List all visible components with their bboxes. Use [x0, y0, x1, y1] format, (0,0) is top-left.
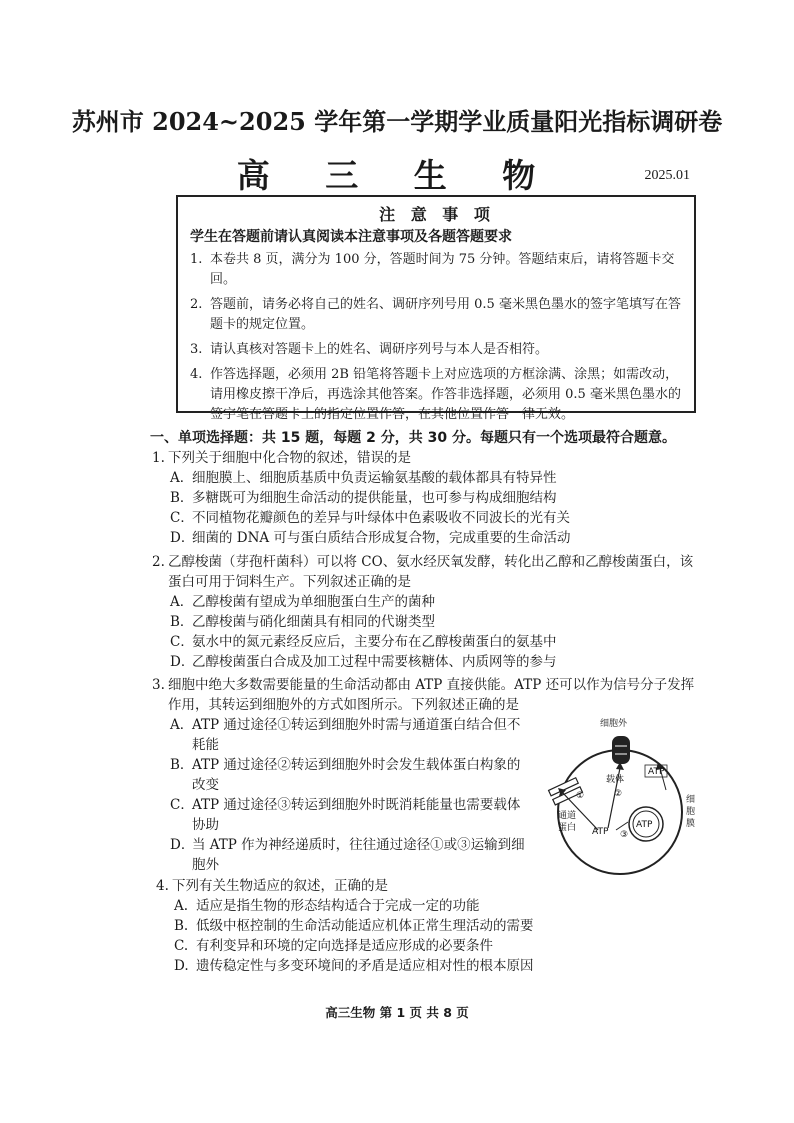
- notice-item-number: 2.: [190, 297, 203, 312]
- svg-text:膜: 膜: [686, 819, 696, 829]
- option-c: C. 有利变异和环境的定向选择是适应形成的必要条件: [174, 938, 493, 954]
- question-text: 下列关于细胞中化合物的叙述，错误的是: [168, 450, 411, 466]
- option-a: A. 适应是指生物的形态结构适合于完成一定的功能: [174, 898, 480, 914]
- option-a: A． 乙醇梭菌有望成为单细胞蛋白生产的菌种: [170, 594, 435, 610]
- membrane-label: 细: [686, 795, 696, 805]
- notice-item: [190, 250, 684, 290]
- notice-item-number: 3.: [190, 342, 203, 357]
- notice-item: [190, 365, 684, 425]
- path-1-marker: ①: [576, 791, 585, 801]
- question-text: 下列有关生物适应的叙述，正确的是: [172, 878, 388, 894]
- option-a: A． ATP 通过途径①转运到细胞外时需与通道蛋白结合但不耗能: [170, 717, 521, 753]
- atp-label-outside: ATP: [648, 767, 665, 777]
- question-number: 4.: [156, 878, 169, 894]
- question-number: 1.: [152, 450, 165, 466]
- notice-item-text: 本卷共 8 页，满分为 100 分，答题时间为 75 分钟。答题结束后，请将答题卡交回。: [210, 252, 675, 287]
- atp-transport-diagram: [528, 710, 708, 880]
- option-d: D． 细菌的 DNA 可与蛋白质结合形成复合物，完成重要的生命活动: [170, 530, 571, 546]
- question-number: 3.: [152, 677, 165, 693]
- option-d: D. 遗传稳定性与多变环境间的矛盾是适应相对性的根本原因: [174, 958, 534, 974]
- notice-item: [190, 295, 684, 335]
- option-d: D． 乙醇梭菌蛋白合成及加工过程中需要核糖体、内质网等的参与: [170, 654, 557, 670]
- option-b: B． ATP 通过途径②转运到细胞外时会发生载体蛋白构象的改变: [170, 757, 521, 793]
- option-d: D． 当 ATP 作为神经递质时，往往通过途径①或③运输到细胞外: [170, 837, 525, 873]
- atp-label-vesicle: ATP: [636, 820, 653, 830]
- svg-text:蛋白: 蛋白: [558, 823, 577, 833]
- option-c: C． ATP 通过途径③转运到细胞外时既消耗能量也需要载体协助: [170, 797, 521, 833]
- carrier-label: 载体: [606, 775, 625, 785]
- question-stem: [152, 448, 712, 468]
- atp-label-inside: ATP: [592, 827, 609, 837]
- exam-title: 苏州市 2024~2025 学年第一学期学业质量阳光指标调研卷: [71, 107, 723, 136]
- path-2-marker: ②: [614, 789, 623, 799]
- exam-date: 2025.01: [644, 168, 690, 183]
- svg-text:胞: 胞: [686, 807, 696, 817]
- outside-label: 细胞外: [600, 719, 628, 729]
- section-heading: 一、单项选择题：共 15 题，每题 2 分，共 30 分。每题只有一个选项最符合题意。: [150, 430, 676, 446]
- notice-item-text: 请认真核对答题卡上的姓名、调研序列号与本人是否相符。: [210, 342, 549, 357]
- notice-item-number: 4.: [190, 367, 203, 382]
- option-c: C． 不同植物花瓣颜色的差异与叶绿体中色素吸收不同波长的光有关: [170, 510, 570, 526]
- carrier-protein-shape: [612, 736, 630, 764]
- path-3-marker: ③: [620, 830, 629, 840]
- notice-item: [190, 340, 684, 360]
- question-4: [156, 876, 704, 976]
- notice-intro: 学生在答题前请认真阅读本注意事项及各题答题要求: [190, 229, 512, 245]
- page-footer: 高三生物 第 1 页 共 8 页: [325, 1005, 469, 1020]
- option-a: A． 细胞膜上、细胞质基质中负责运输氨基酸的载体都具有特异性: [170, 470, 557, 486]
- channel-label: 通道: [558, 811, 577, 821]
- question-stem: [156, 876, 704, 896]
- option-b: B. 低级中枢控制的生命活动能适应机体正常生理活动的需要: [174, 918, 534, 934]
- question-stem: [152, 552, 700, 592]
- notice-item-text: 作答选择题，必须用 2B 铅笔将答题卡上对应选项的方框涂满、涂黑；如需改动，请用橡皮擦干净后，再选涂其他答案。作答非选择题，必须用 0.5 毫米黑色墨水的签字笔在答题卡上的指定位置作答，在其他位置作答一律无效。: [210, 367, 681, 422]
- option-b: B． 多糖既可为细胞生命活动的提供能量，也可参与构成细胞结构: [170, 490, 557, 506]
- option-b: B． 乙醇梭菌与硝化细菌具有相同的代谢类型: [170, 614, 435, 630]
- question-3-options: [152, 715, 527, 875]
- question-text: 细胞中绝大多数需要能量的生命活动都由 ATP 直接供能。ATP 还可以作为信号分子发挥作用，其转运到细胞外的方式如图所示。下列叙述正确的是: [168, 677, 695, 713]
- question-1: [152, 448, 712, 548]
- notice-item-number: 1.: [190, 252, 203, 267]
- question-text: 乙醇梭菌（芽孢杆菌科）可以将 CO、氨水经厌氧发酵，转化出乙醇和乙醇梭菌蛋白，该蛋白可用于饲料生产。下列叙述正确的是: [168, 554, 694, 590]
- notice-heading: 注 意 事 项: [379, 205, 495, 224]
- notice-item-text: 答题前，请务必将自己的姓名、调研序列号用 0.5 毫米黑色墨水的签字笔填写在答题卡的规定位置。: [210, 297, 681, 332]
- notice-box: [176, 195, 696, 422]
- question-stem: [152, 675, 700, 715]
- option-c: C． 氨水中的氮元素经反应后，主要分布在乙醇梭菌蛋白的氨基中: [170, 634, 557, 650]
- question-2: [152, 552, 700, 672]
- subject-title: 高 三 生 物: [236, 156, 558, 195]
- question-number: 2.: [152, 554, 165, 570]
